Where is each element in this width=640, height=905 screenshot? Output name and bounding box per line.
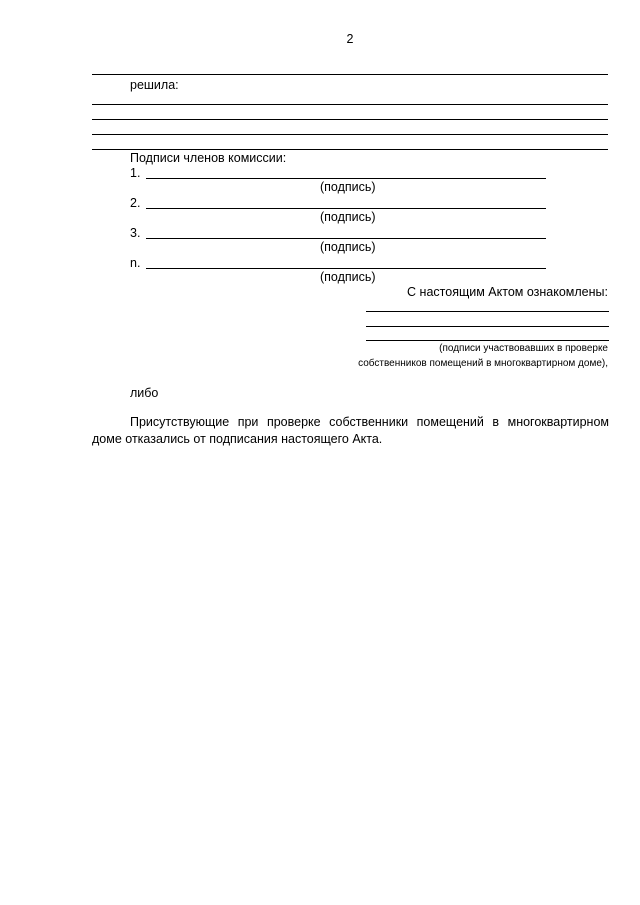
signature-caption: (подпись): [320, 180, 376, 194]
signature-number: 2.: [130, 196, 141, 210]
acquainted-line: [366, 340, 609, 341]
divider-line: [92, 74, 608, 75]
blank-line: [92, 119, 608, 120]
refusal-paragraph: [92, 414, 609, 448]
signature-line: [146, 208, 546, 209]
blank-line: [92, 104, 608, 105]
acquainted-line: [366, 311, 609, 312]
acquainted-caption-1: (подписи участвовавших в проверке: [439, 343, 608, 354]
page-number: 2: [346, 32, 354, 46]
signature-number: 1.: [130, 166, 141, 180]
signature-number: n.: [130, 256, 141, 270]
blank-line: [92, 149, 608, 150]
acquainted-caption-2: собственников помещений в многоквартирном доме),: [358, 358, 608, 369]
refusal-text: Присутствующие при проверке собственники помещений в многоквартирном доме отказались от подписания настоящего Акта.: [92, 415, 609, 446]
acquainted-label: С настоящим Актом ознакомлены:: [407, 285, 608, 299]
signature-number: 3.: [130, 226, 141, 240]
signature-line: [146, 268, 546, 269]
decided-label: решила:: [130, 78, 179, 92]
signature-line: [146, 178, 546, 179]
signature-line: [146, 238, 546, 239]
signature-caption: (подпись): [320, 240, 376, 254]
signatures-heading: Подписи членов комиссии:: [130, 151, 287, 165]
or-label: либо: [130, 386, 159, 400]
signature-caption: (подпись): [320, 210, 376, 224]
blank-line: [92, 134, 608, 135]
acquainted-line: [366, 326, 609, 327]
signature-caption: (подпись): [320, 270, 376, 284]
